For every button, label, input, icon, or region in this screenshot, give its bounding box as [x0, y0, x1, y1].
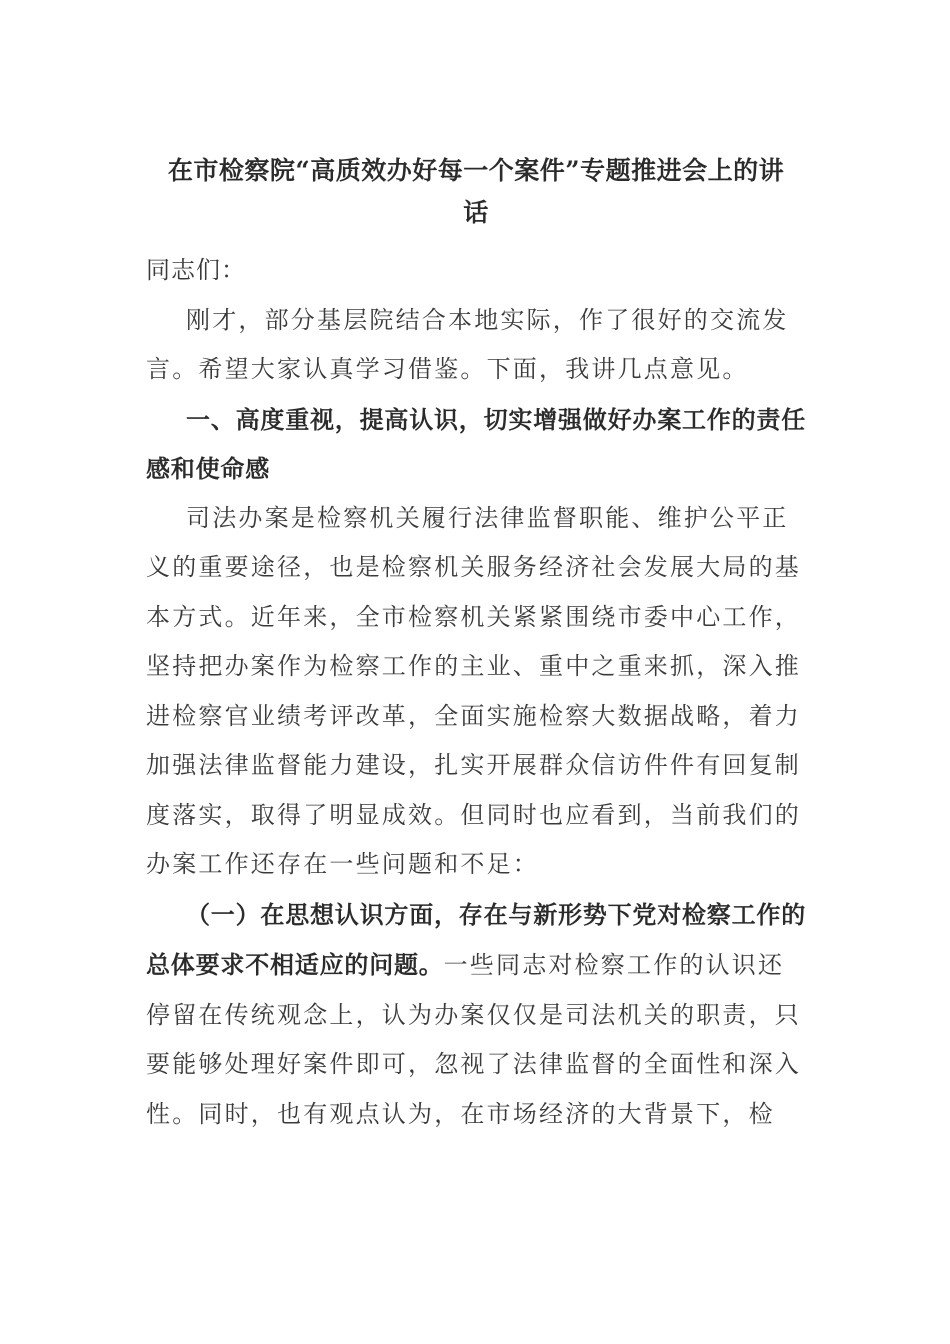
document-title — [146, 150, 806, 234]
document-page — [146, 150, 806, 1139]
section-1-heading: 一、高度重视，提高认识，切实增强做好办案工作的责任感和使命感 — [146, 404, 806, 483]
salutation: 同志们： — [146, 256, 246, 284]
section-1-body: 司法办案是检察机关履行法律监督职能、维护公平正义的重要途径，也是检察机关服务经济社会发展大局的基本方式。近年来，全市检察机关紧紧围绕市委中心工作，坚持把办案作为检察工作的主业、重中之重来抓，深入推进检察官业绩考评改革，全面实施检察大数据战略，着力加强法律监督能力建设，扎实开展群众信访件件有回复制度落实，取得了明显成效。但同时也应看到，当前我们的办案工作还存在一些问题和不足： — [146, 503, 801, 878]
title-line-2: 话 — [463, 198, 489, 227]
title-line-1: 在市检察院“高质效办好每一个案件”专题推进会上的讲 — [167, 156, 785, 185]
point-1-paragraph — [146, 890, 806, 1140]
intro-paragraph: 刚才，部分基层院结合本地实际，作了很好的交流发言。希望大家认真学习借鉴。下面，我讲几点意见。 — [146, 305, 789, 383]
point-1-heading: （一）在思想认识方面，存在与新形势下党对检察工作的总体要求不相适应的问题。 — [146, 899, 806, 979]
point-1-text: 一些同志对检察工作的认识还停留在传统观念上，认为办案仅仅是司法机关的职责，只要能够处理好案件即可，忽视了法律监督的全面性和深入性。同时，也有观点认为，在市场经济的大背景下，检 — [146, 951, 801, 1128]
